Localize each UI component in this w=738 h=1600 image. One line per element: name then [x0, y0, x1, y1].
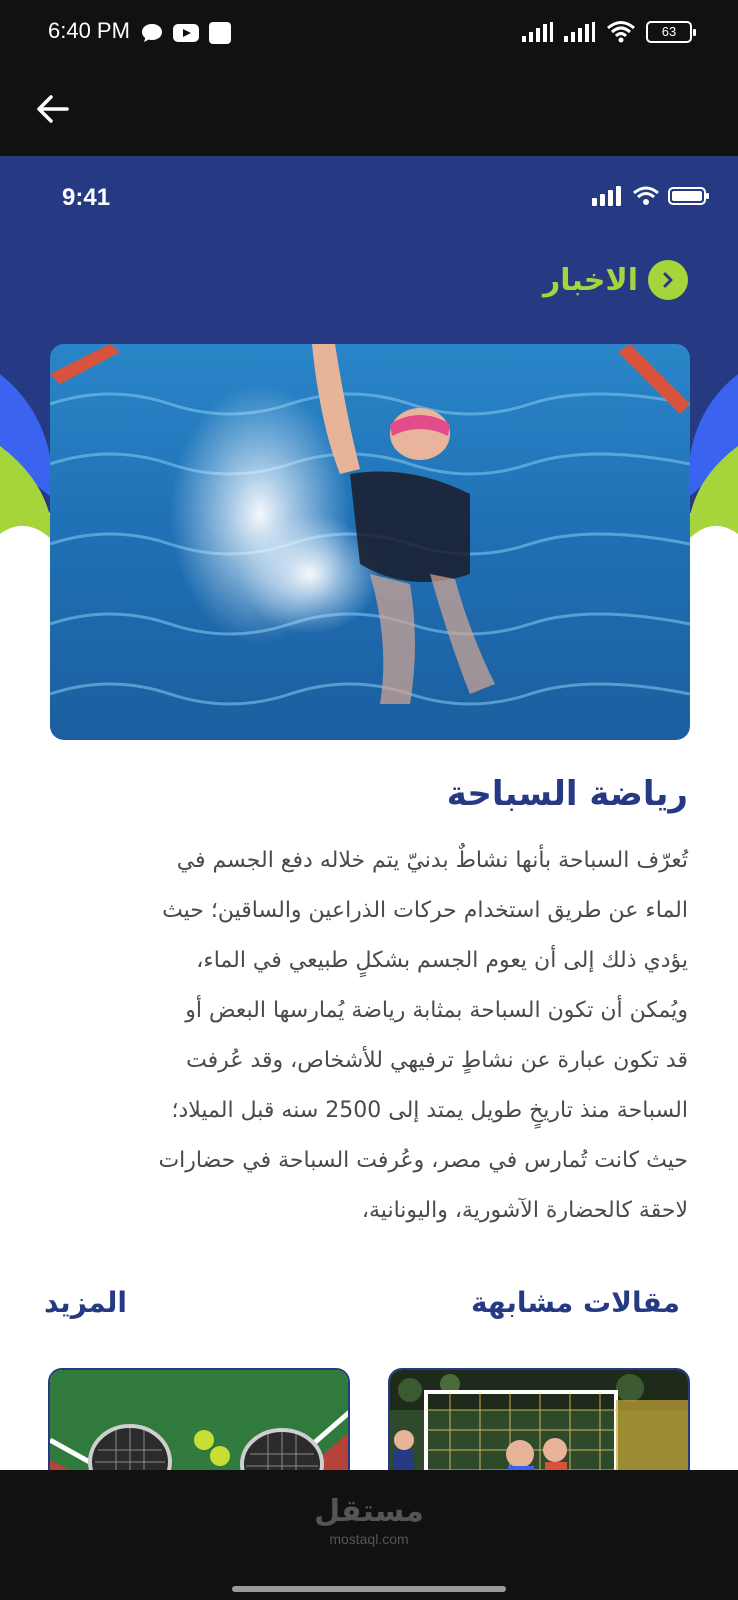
back-button[interactable] [30, 86, 76, 132]
mock-status-bar [0, 156, 738, 236]
section-title: الاخبار [542, 262, 638, 298]
hero-image [50, 344, 690, 740]
related-articles-title: مقالات مشابهة [470, 1286, 680, 1319]
article-line: السباحة منذ تاريخٍ طويل يمتد إلى 2500 سنه قبل الميلاد؛ [171, 1098, 688, 1123]
article-screen [0, 156, 738, 1470]
article-line: يؤدي ذلك إلى أن يعوم الجسم بشكلٍ طبيعي في الماء، [196, 948, 688, 973]
chevron-right-circle-icon [648, 260, 688, 300]
article-line: الماء عن طريق استخدام حركات الذراعين والساقين؛ حيث [162, 898, 688, 923]
app-bar [0, 66, 738, 156]
article-line: تُعرّف السباحة بأنها نشاطٌ بدنيّ يتم خلاله دفع الجسم في [176, 848, 688, 873]
article-line: ويُمكن أن تكون السباحة بمثابة رياضة يُمارسها البعض أو [185, 998, 688, 1023]
home-indicator[interactable] [232, 1586, 506, 1592]
related-article-card-tennis[interactable] [48, 1368, 350, 1470]
wifi-icon-mock [632, 186, 660, 206]
article-line: لاحقة كالحضارة الآشورية، واليونانية، [361, 1198, 688, 1223]
battery-indicator: 63 [646, 21, 692, 43]
youtube-icon [172, 22, 200, 44]
related-article-card-football[interactable] [388, 1368, 690, 1470]
chat-bubble-icon [140, 22, 164, 44]
football-image [390, 1370, 690, 1470]
notification-square-icon [208, 22, 232, 44]
news-section-header[interactable] [543, 256, 688, 304]
footer [0, 1470, 738, 1600]
cellular-icon [592, 186, 624, 206]
more-link[interactable]: المزيد [44, 1286, 127, 1319]
signal-icon [522, 22, 554, 42]
mock-time: 9:41 [62, 184, 111, 211]
battery-icon-mock [668, 186, 710, 206]
system-status-bar [0, 0, 738, 66]
signal-icon-secondary [564, 22, 596, 42]
article-title: رياضة السباحة [446, 774, 688, 814]
brand-watermark [0, 1494, 738, 1547]
tennis-image [50, 1370, 350, 1470]
article-line: قد تكون عبارة عن نشاطٍ ترفيهي للأشخاص، وقد عُرفت [186, 1048, 688, 1073]
arrow-left-icon [36, 94, 70, 124]
article-body [48, 836, 688, 1236]
system-time: 6:40 PM [48, 18, 130, 43]
brand-url: mostaql.com [329, 1531, 409, 1547]
wifi-icon [606, 20, 636, 44]
brand-name-arabic: مستقل [314, 1494, 424, 1529]
article-line: حيث كانت تُمارس في مصر، وعُرفت السباحة في حضارات [158, 1148, 688, 1173]
